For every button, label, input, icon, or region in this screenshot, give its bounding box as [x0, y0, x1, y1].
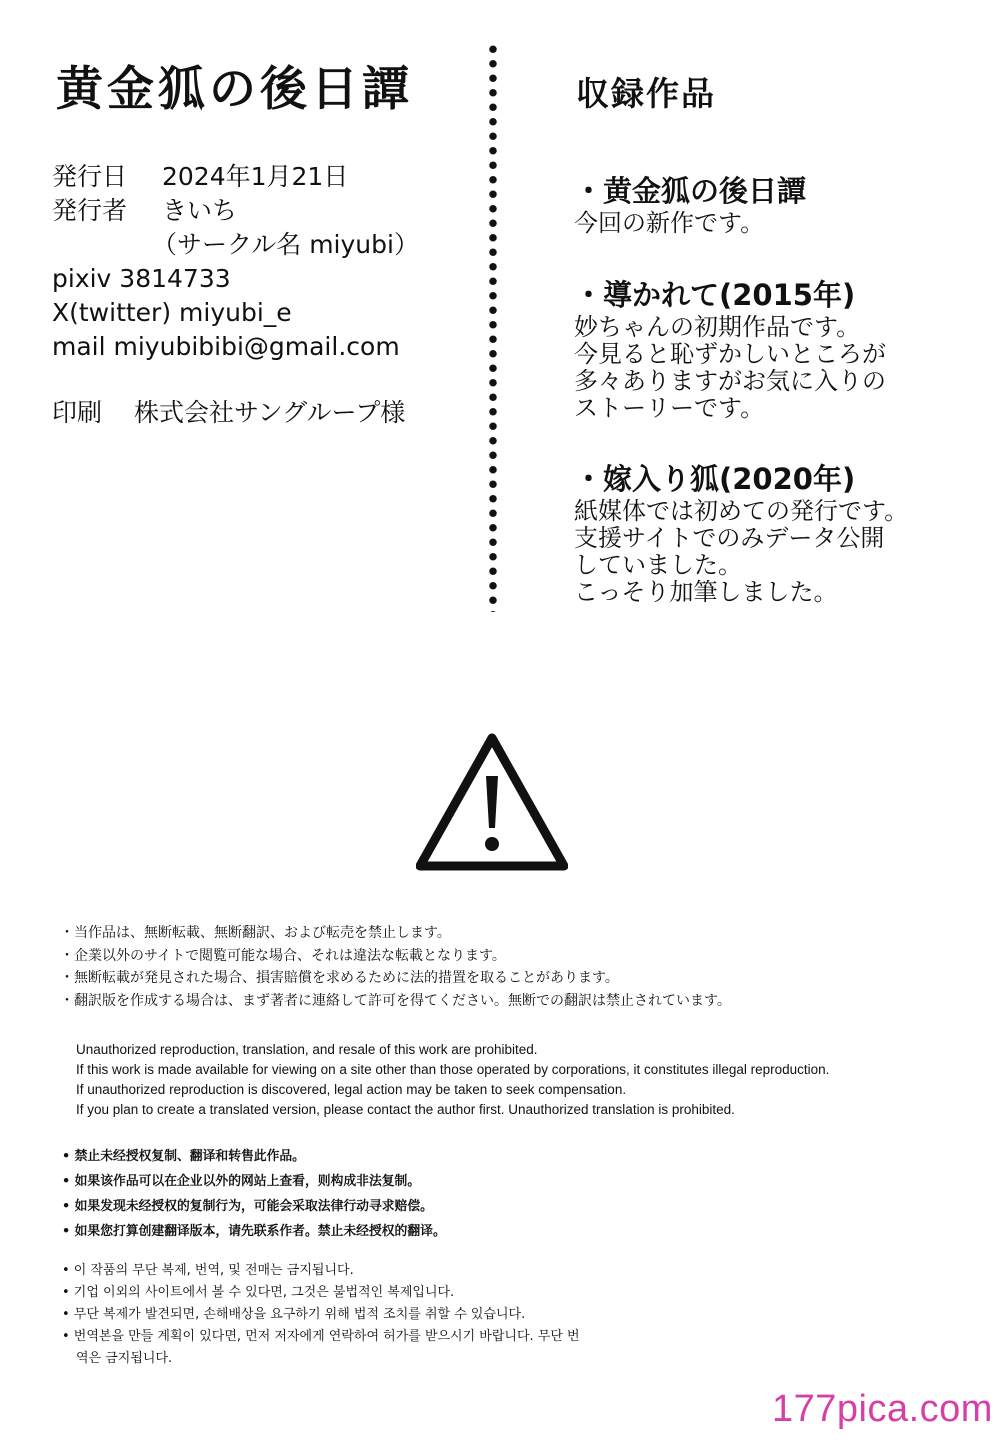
- notice-line: • 무단 복제가 발견되면, 손해배상을 요구하기 위해 법적 조치를 취할 수 있습니다.: [62, 1307, 526, 1322]
- pixiv-id: pixiv 3814733: [52, 264, 231, 293]
- publish-date-row: [52, 160, 348, 194]
- notice-line: Unauthorized reproduction, translation, and resale of this work are prohibited.: [76, 1042, 538, 1057]
- work-description-line: 支援サイトでのみデータ公開: [574, 524, 885, 552]
- printer-row: [52, 396, 405, 430]
- work-description-line: 多々ありますがお気に入りの: [574, 367, 886, 395]
- publisher-row: [52, 194, 237, 228]
- publish-date-label: 発行日: [52, 162, 128, 191]
- notice-line: If unauthorized reproduction is discovered, legal action may be taken to seek compensation.: [76, 1082, 627, 1097]
- notice-korean: [62, 1260, 580, 1370]
- contents-heading: 収録作品: [576, 74, 716, 113]
- work-description-line: していました。: [574, 551, 742, 579]
- work-title: ・嫁入り狐(2020年): [574, 462, 856, 496]
- notice-line: If you plan to create a translated version, please contact the author first. Unauthorized translation is prohibited.: [76, 1102, 735, 1117]
- warning-triangle-icon: [416, 732, 568, 872]
- book-title: 黄金狐の後日譚: [56, 62, 413, 117]
- notice-english: [76, 1040, 829, 1120]
- watermark-text: 177pica.com: [772, 1388, 993, 1430]
- publisher-value: きいち: [162, 196, 238, 225]
- work-description-line: 今見ると恥ずかしいところが: [574, 340, 886, 368]
- work-description-line: こっそり加筆しました。: [574, 578, 838, 606]
- work-description-line: 紙媒体では初めての発行です。: [574, 497, 909, 525]
- notice-chinese: [62, 1144, 446, 1244]
- notice-line: • 禁止未经授权复制、翻译和转售此作品。: [62, 1149, 305, 1164]
- notice-line: 역은 금지됩니다.: [76, 1351, 173, 1366]
- work-description-line: 妙ちゃんの初期作品です。: [574, 313, 861, 341]
- notice-line: • 기업 이외의 사이트에서 볼 수 있다면, 그것은 불법적인 복제입니다.: [62, 1285, 455, 1300]
- printer-value: 株式会社サングループ様: [134, 398, 406, 427]
- notice-line: • 如果该作品可以在企业以外的网站上查看，则构成非法复制。: [62, 1174, 421, 1189]
- work-description-line: ストーリーです。: [574, 394, 765, 422]
- notice-line: If this work is made available for viewing on a site other than those operated by corporations, it constitutes illegal reproduction.: [76, 1062, 830, 1077]
- work-title: ・導かれて(2015年): [574, 278, 856, 312]
- twitter-handle: X(twitter) miyubi_e: [52, 298, 292, 327]
- notice-line: • 번역본을 만들 계획이 있다면, 먼저 저자에게 연락하여 허가를 받으시기 바랍니다. 무단 번: [62, 1329, 580, 1344]
- mail-address: mail miyubibibi@gmail.com: [52, 332, 400, 361]
- work-item: [574, 172, 806, 237]
- notice-japanese: [60, 922, 731, 1012]
- publisher-label: 発行者: [52, 196, 128, 225]
- work-title: ・黄金狐の後日譚: [574, 174, 807, 208]
- notice-line: ・当作品は、無断転載、無断翻訳、および転売を禁止します。: [60, 925, 451, 941]
- circle-name: （サークル名 miyubi）: [152, 230, 419, 259]
- printer-label: 印刷: [52, 398, 103, 427]
- work-item: [574, 276, 886, 422]
- notice-line: • 如果发现未经授权的复制行为，可能会采取法律行动寻求赔偿。: [62, 1199, 433, 1214]
- notice-line: ・無断転載が発見された場合、損害賠償を求めるために法的措置を取ることがあります。: [60, 970, 619, 986]
- notice-line: ・企業以外のサイトで閲覧可能な場合、それは違法な転載となります。: [60, 947, 506, 964]
- work-item: [574, 460, 908, 606]
- notice-line: • 如果您打算创建翻译版本，请先联系作者。禁止未经授权的翻译。: [62, 1224, 446, 1239]
- work-description-line: 今回の新作です。: [574, 209, 765, 237]
- notice-line: ・翻訳版を作成する場合は、まず著者に連絡して許可を得てください。無断での翻訳は禁止されています。: [60, 992, 731, 1009]
- publish-date-value: 2024年1月21日: [162, 162, 349, 191]
- notice-line: • 이 작품의 무단 복제, 번역, 및 전매는 금지됩니다.: [62, 1263, 354, 1278]
- dotted-divider: [488, 42, 498, 612]
